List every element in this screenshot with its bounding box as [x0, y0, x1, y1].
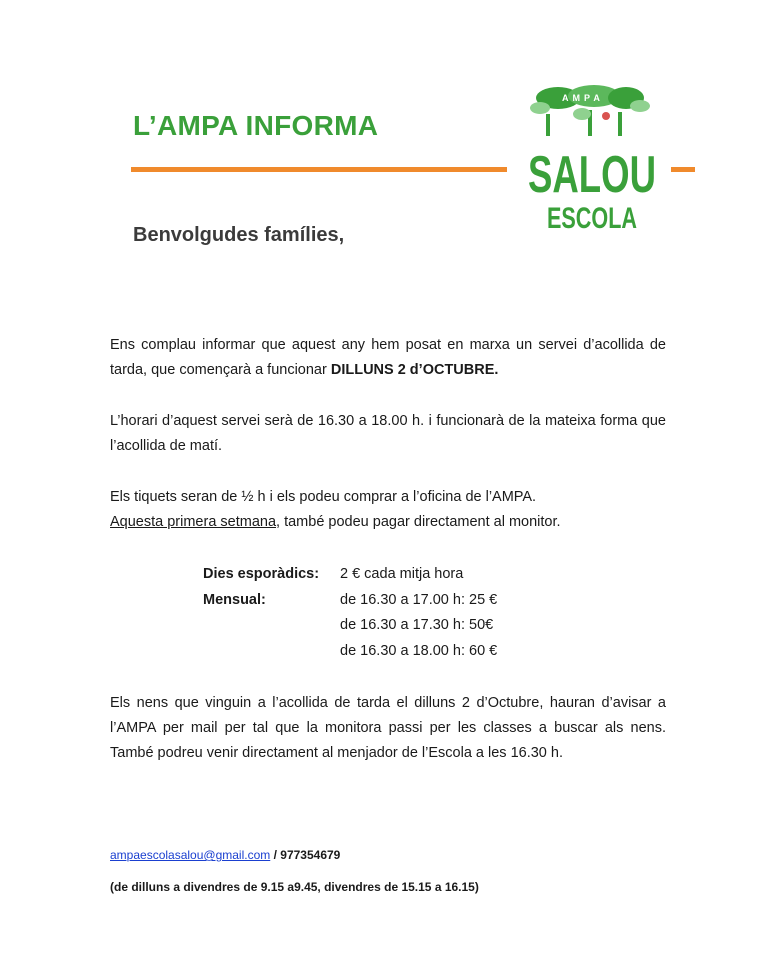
- price-value-monthly-1: de 16.30 a 17.00 h: 25 €: [340, 591, 498, 608]
- price-row-sporadic: [203, 562, 497, 588]
- orange-divider-right: [671, 167, 695, 172]
- logo-text-sub: ESCOLA: [547, 202, 637, 235]
- ampa-salou-escola-logo: [522, 84, 662, 234]
- first-week-underlined: Aquesta primera setmana: [110, 514, 277, 530]
- price-row-monthly-2: [203, 613, 497, 639]
- email-link[interactable]: ampaescolasalou@gmail.com: [110, 848, 271, 862]
- paragraph-schedule: L’horari d’aquest servei serà de 16.30 a 18.00 h. i funcionarà de la mateixa forma que l’acollida de matí.: [110, 413, 666, 454]
- tickets-line: Els tiquets seran de ½ h i els podeu comprar a l’oficina de l’AMPA.: [110, 489, 537, 505]
- price-value-monthly-2: de 16.30 a 17.30 h: 50€: [340, 617, 494, 633]
- price-label-sporadic: Dies esporàdics:: [203, 566, 320, 582]
- tickets-rest: , també podeu pagar directament al monitor.: [276, 514, 561, 530]
- price-list: [203, 562, 497, 664]
- page-title: L’AMPA INFORMA: [133, 110, 379, 141]
- phone-number: 977354679: [280, 848, 341, 862]
- orange-divider-left: [131, 167, 507, 172]
- office-hours: (de dilluns a divendres de 9.15 a9.45, divendres de 15.15 a 16.15): [110, 880, 479, 894]
- logo-text-top: AMPA: [562, 93, 604, 103]
- contact-separator: /: [270, 848, 281, 862]
- price-label-monthly: Mensual:: [203, 591, 266, 608]
- logo-text-main: SALOU: [528, 146, 656, 204]
- paragraph-tickets: [110, 485, 666, 535]
- paragraph-intro: [110, 333, 666, 383]
- price-row-monthly-3: [203, 639, 497, 665]
- contact-line: [110, 848, 340, 862]
- paragraph-intro-text: Ens complau informar que aquest any hem posat en marxa un servei d’acollida de tarda, que començarà a funcionar: [110, 337, 666, 378]
- price-value-monthly-3: de 16.30 a 18.00 h: 60 €: [340, 642, 498, 659]
- price-row-monthly-1: [203, 588, 497, 614]
- price-value-sporadic: 2 € cada mitja hora: [340, 566, 464, 582]
- greeting: Benvolgudes famílies,: [133, 224, 345, 246]
- paragraph-notice: Els nens que vinguin a l’acollida de tarda el dilluns 2 d’Octubre, hauran d’avisar a l’AMPA per mail per tal que la monitora passi per les classes a buscar als nens. També podreu venir directament al menjador de l’Escola a les 16.30 h.: [110, 695, 666, 761]
- start-date: DILLUNS 2 d’OCTUBRE.: [330, 362, 499, 378]
